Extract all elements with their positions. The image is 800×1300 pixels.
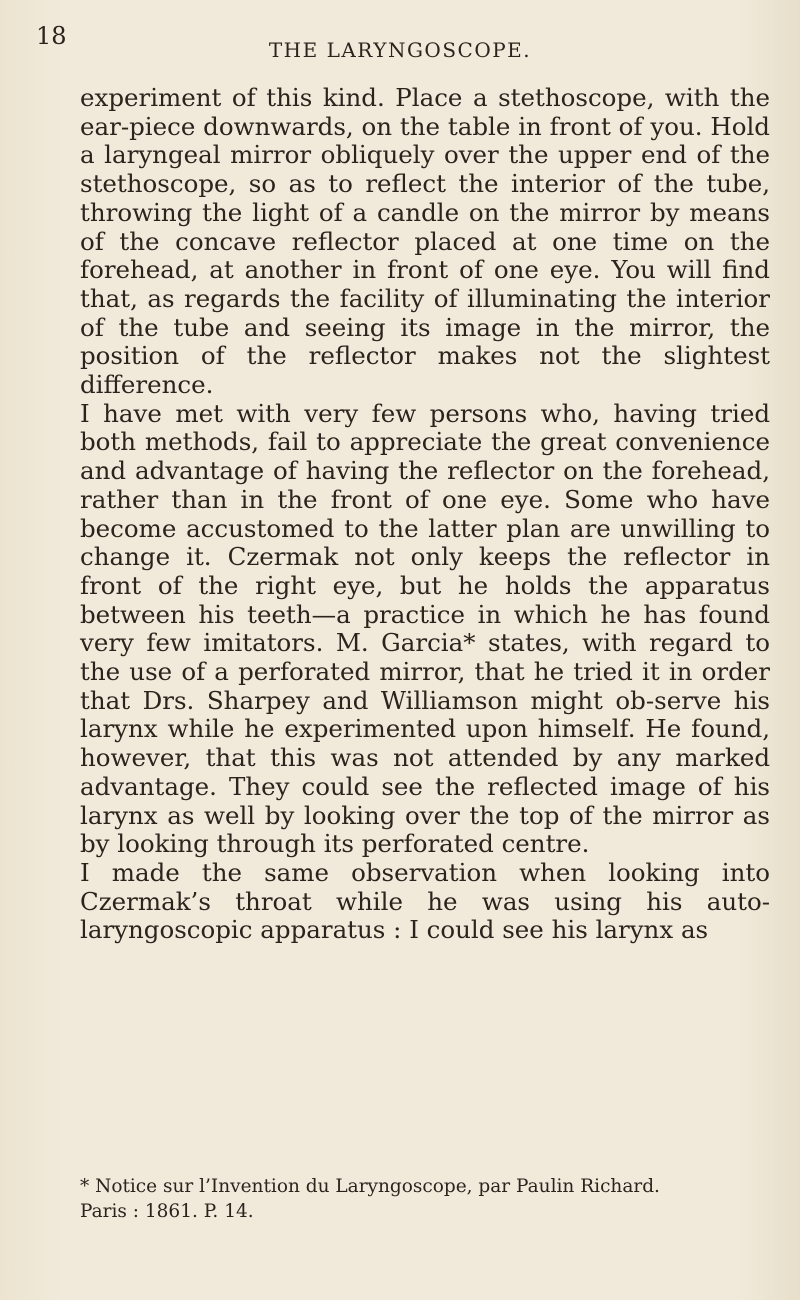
- footnote: [80, 1174, 780, 1224]
- footnote-line-2: Paris : 1861. P. 14.: [80, 1201, 254, 1222]
- paragraph-3: I made the same observation when looking into Czermak’s throat while he was using his auto-laryngoscopic apparatus : I could see his larynx as: [80, 857, 770, 945]
- page-number: 18: [36, 22, 67, 50]
- page-header: [0, 22, 800, 62]
- footnote-line-1: * Notice sur l’Invention du Laryngoscope, par Paulin Richard.: [80, 1176, 660, 1197]
- paragraph-2: I have met with very few persons who, having tried both methods, fail to appreciate the great convenience and advantage of having the reflector on the forehead, rather than in the front of one eye. Some who have become accustomed to the latter plan are unwilling to change it. Czermak not only keeps the reflector in front of the right eye, but he holds the apparatus between his teeth—a practice in which he has found very few imitators. M. Garcia* states, with regard to the use of a perforated mirror, that he tried it in order that Drs. Sharpey and Williamson might ob-serve his larynx while he experimented upon himself. He found, however, that this was not attended by any marked advantage. They could see the reflected image of his larynx as well by looking over the top of the mirror as by looking through its perforated centre.: [80, 398, 770, 859]
- running-head: THE LARYNGOSCOPE.: [268, 38, 532, 62]
- paragraph-1: experiment of this kind. Place a stethoscope, with the ear-piece downwards, on the table in front of you. Hold a laryngeal mirror obliquely over the upper end of the stethoscope, so as to reflect the interior of the tube, throwing the light of a candle on the mirror by means of the concave reflector placed at one time on the forehead, at another in front of one eye. You will find that, as regards the facility of illuminating the interior of the tube and seeing its image in the mirror, the position of the reflector makes not the slightest difference.: [80, 83, 770, 400]
- body-text: [80, 84, 770, 945]
